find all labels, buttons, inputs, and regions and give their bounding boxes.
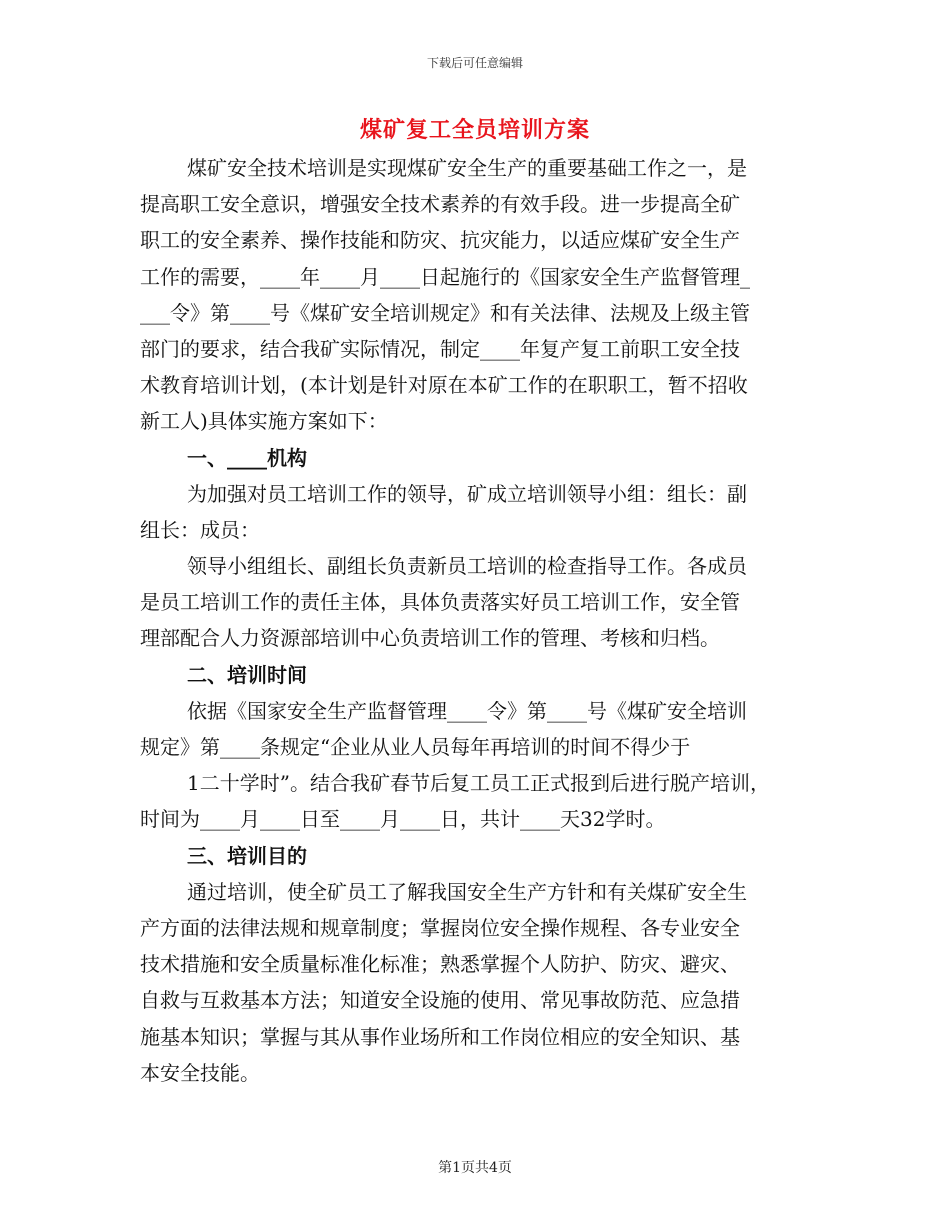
document-title: 煤矿复工全员培训方案	[359, 117, 590, 143]
paragraph-line: 依据《国家安全生产监督管理____令》第____号《煤矿安全培训	[187, 698, 747, 723]
paragraph-line: 自救与互救基本方法；知道安全设施的使用、常见事故防范、应急措	[140, 988, 740, 1013]
intro-paragraph	[140, 150, 820, 440]
intro-line: 新工人)具体实施方案如下：	[140, 409, 388, 434]
section-heading-organization: 一、____机构	[187, 445, 307, 470]
section1-paragraph-1	[140, 476, 820, 548]
section3-paragraph-1	[140, 874, 820, 1091]
paragraph-line: 产方面的法律法规和规章制度；掌握岗位安全操作规程、各专业安全	[140, 915, 740, 940]
intro-line: 工作的需要，____年____月____日起施行的《国家安全生产监督管理_	[140, 264, 750, 289]
paragraph-line: 是员工培训工作的责任主体，具体负责落实好员工培训工作，安全管	[140, 590, 740, 615]
paragraph-line: 理部配合人力资源部培训中心负责培训工作的管理、考核和归档。	[140, 626, 720, 651]
intro-line: ___令》第____号《煤矿安全培训规定》和有关法律、法规及上级主管	[140, 300, 750, 325]
paragraph-line: 通过培训，使全矿员工了解我国安全生产方针和有关煤矿安全生	[187, 879, 747, 904]
paragraph-line: 为加强对员工培训工作的领导，矿成立培训领导小组：组长：副	[187, 481, 747, 506]
intro-line: 术教育培训计划，(本计划是针对原在本矿工作的在职职工，暂不招收	[140, 373, 748, 398]
paragraph-line: 技术措施和安全质量标准化标准；熟悉掌握个人防护、防灾、避灾、	[140, 952, 740, 977]
section2-paragraph-2	[140, 765, 820, 837]
section-heading-training-time: 二、培训时间	[187, 662, 307, 687]
paragraph-line: 规定》第____条规定“企业从业人员每年再培训的时间不得少于	[140, 735, 691, 759]
paragraph-line: 组长：成员：	[140, 517, 260, 542]
intro-line: 提高职工安全意识，增强安全技术素养的有效手段。进一步提高全矿	[140, 192, 740, 217]
intro-line: 煤矿安全技术培训是实现煤矿安全生产的重要基础工作之一，是	[187, 156, 747, 180]
header-note: 下载后可任意编辑	[426, 56, 523, 70]
paragraph-line: 1二十学时”。结合我矿春节后复工员工正式报到后进行脱产培训，	[187, 771, 770, 796]
section-heading-training-purpose: 三、培训目的	[187, 843, 307, 868]
document-body	[140, 150, 820, 1091]
paragraph-line: 施基本知识；掌握与其从事作业场所和工作岗位相应的安全知识、基	[140, 1024, 740, 1049]
intro-line: 部门的要求，结合我矿实际情况，制定____年复产复工前职工安全技	[140, 336, 740, 361]
intro-line: 职工的安全素养、操作技能和防灾、抗灾能力，以适应煤矿安全生产	[140, 228, 740, 253]
paragraph-line: 时间为____月____日至____月____日，共计____天32学时。	[140, 807, 666, 832]
section2-paragraph-1	[140, 693, 820, 765]
paragraph-line: 领导小组组长、副组长负责新员工培训的检查指导工作。各成员	[187, 554, 747, 579]
section1-paragraph-2	[140, 548, 820, 657]
page-number: 第1页共4页	[438, 1160, 512, 1176]
paragraph-line: 本安全技能。	[140, 1060, 260, 1085]
